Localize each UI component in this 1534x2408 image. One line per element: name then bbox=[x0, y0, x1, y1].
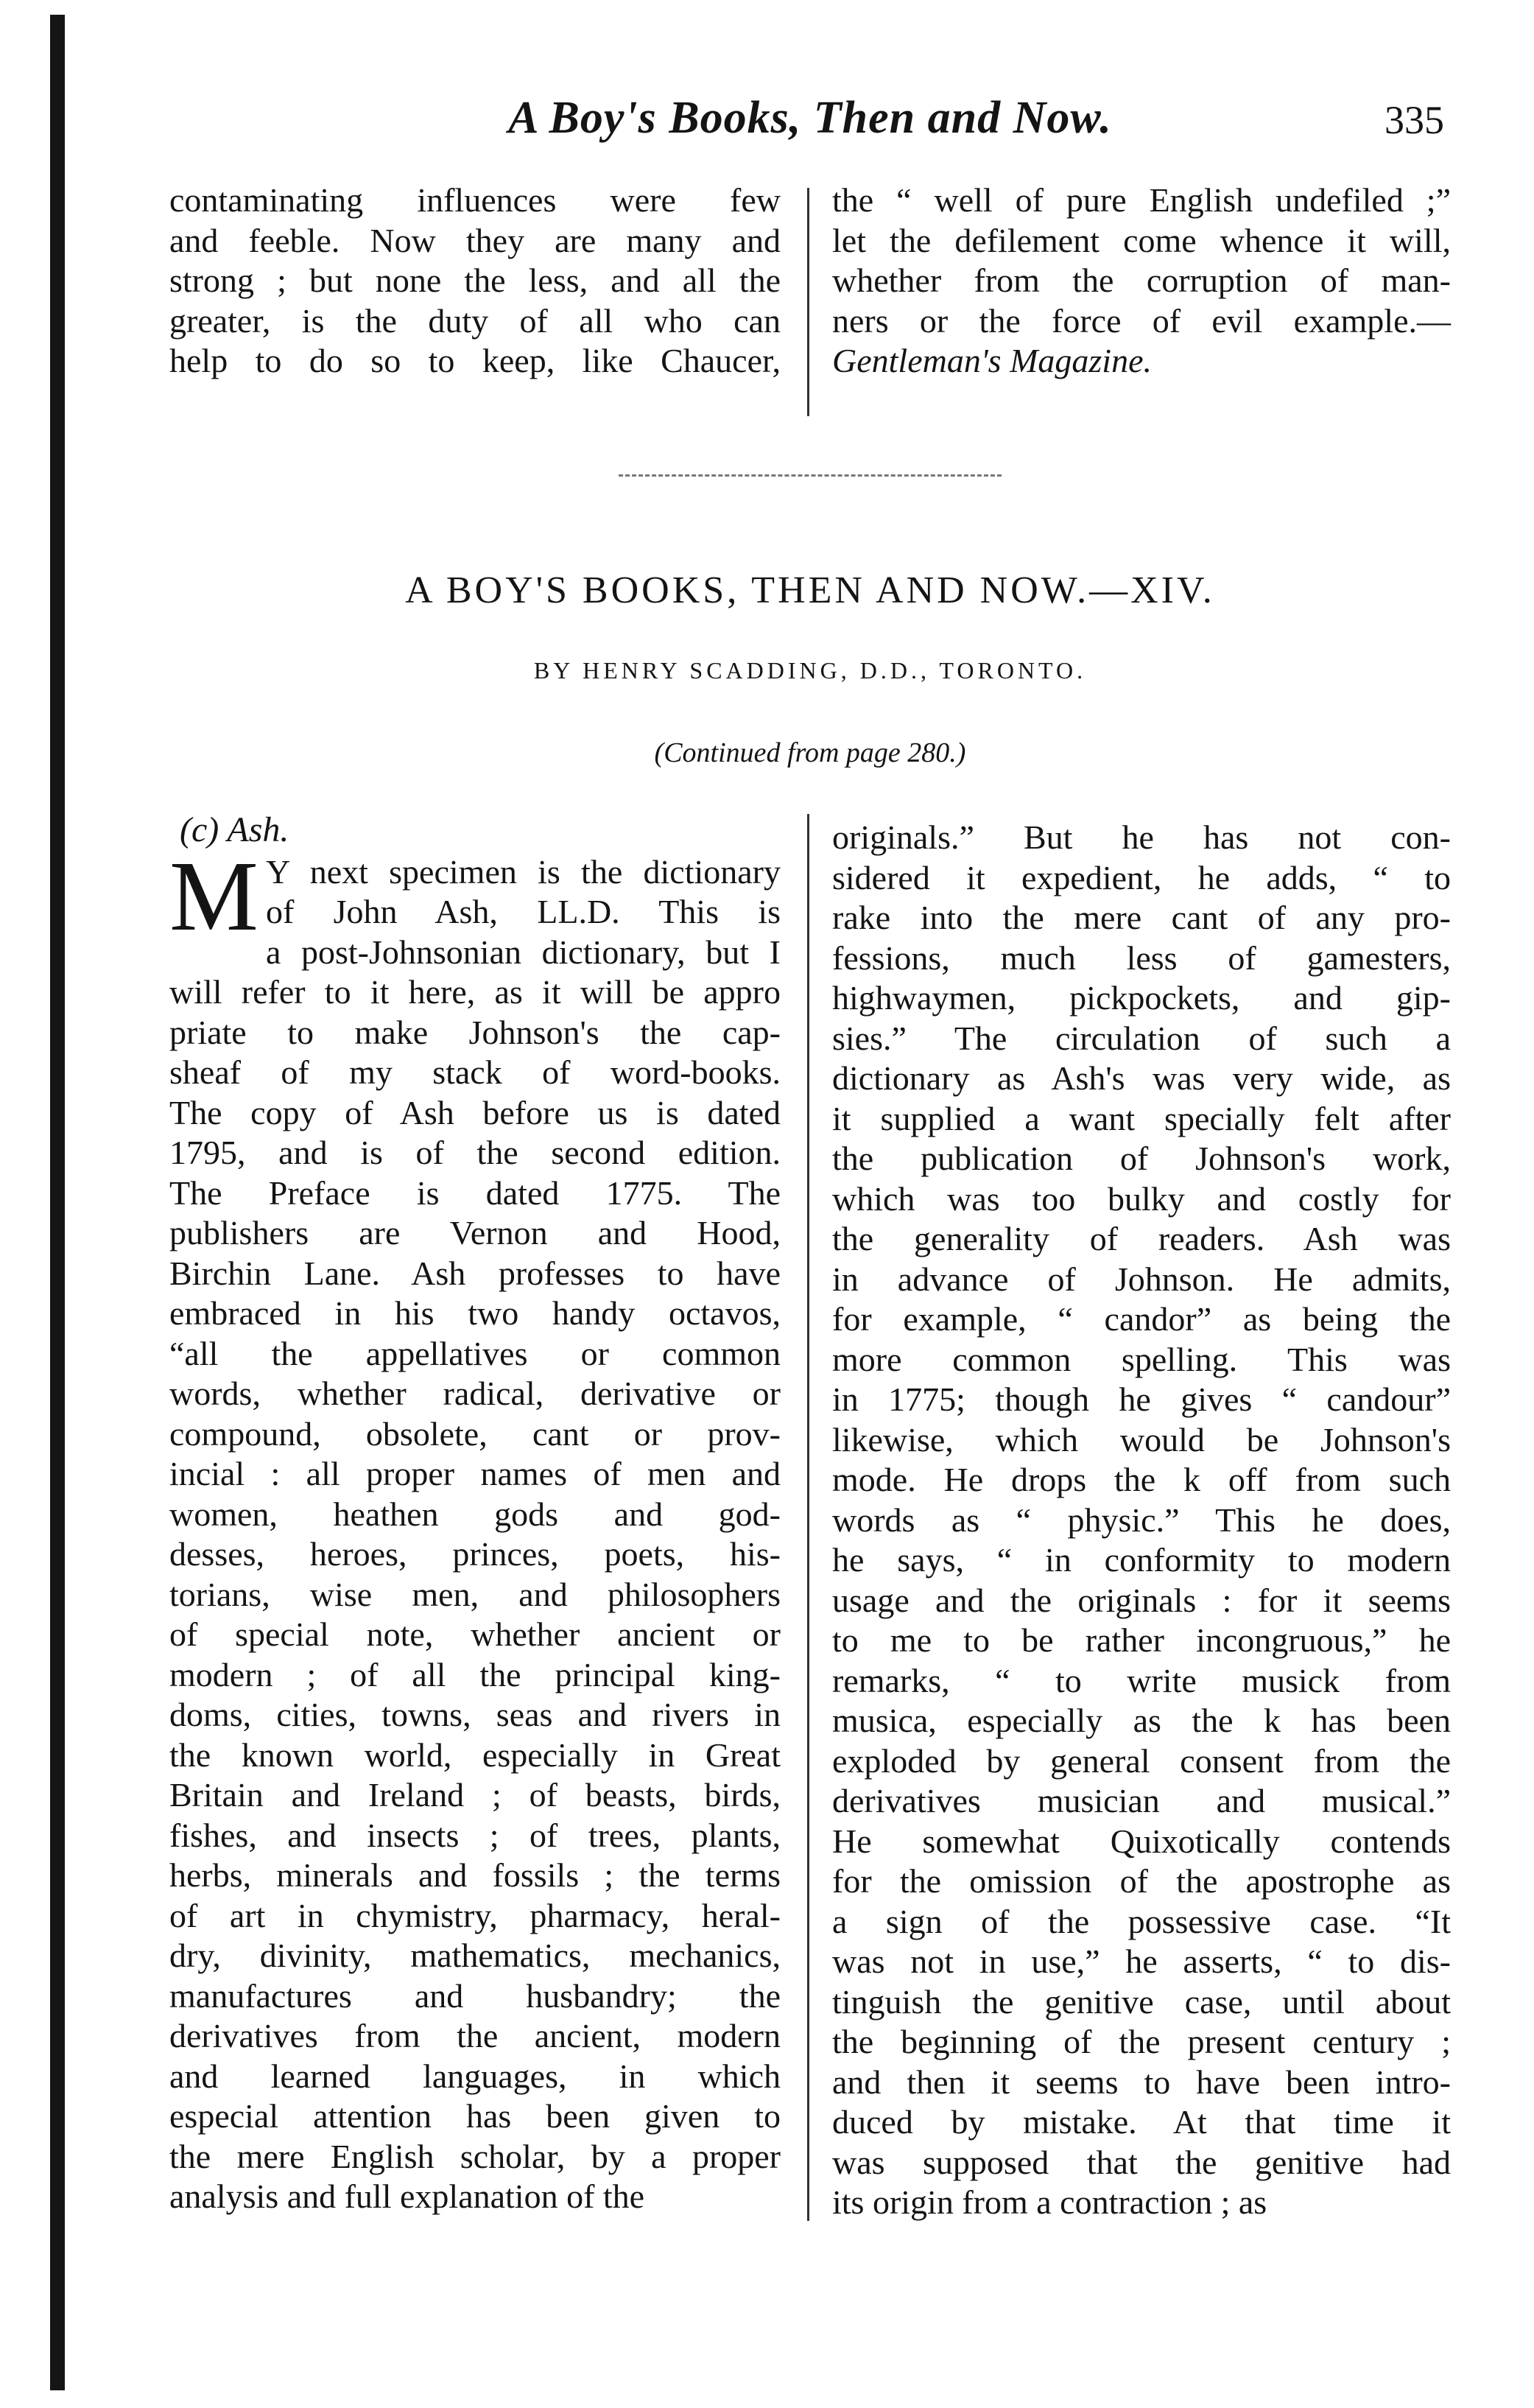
text-line: He somewhat Quixotically contends bbox=[832, 1822, 1451, 1860]
text-line: rake into the mere cant of any pro- bbox=[832, 899, 1451, 936]
text-line: sheaf of my stack of word-books. bbox=[169, 1053, 781, 1091]
text-line: in 1775; though he gives “ candour” bbox=[832, 1380, 1451, 1418]
byline: BY HENRY SCADDING, D.D., TORONTO. bbox=[533, 657, 1087, 684]
text-line: its origin from a contraction ; as bbox=[832, 2183, 1267, 2221]
text-line: modern ; of all the principal king- bbox=[169, 1655, 781, 1693]
text-line: will refer to it here, as it will be appro bbox=[169, 973, 781, 1011]
text-line: Y next specimen is the dictionary bbox=[265, 852, 781, 891]
text-line: in advance of Johnson. He admits, bbox=[832, 1260, 1451, 1298]
text-line: words as “ physic.” This he does, bbox=[832, 1500, 1451, 1539]
text-line: greater, is the duty of all who can bbox=[169, 301, 781, 340]
text-line: manufactures and husbandry; the bbox=[169, 1976, 781, 2015]
section-separator bbox=[619, 474, 1002, 477]
text-line: words, whether radical, derivative or bbox=[169, 1375, 781, 1412]
text-line: 1795, and is of the second edition. bbox=[169, 1134, 781, 1171]
drop-cap: M bbox=[169, 840, 258, 952]
text-line: doms, cities, towns, seas and rivers in bbox=[169, 1696, 781, 1733]
text-line: to me to be rather incongruous,” he bbox=[832, 1621, 1451, 1659]
text-line: duced by mistake. At that time it bbox=[832, 2103, 1451, 2141]
text-line: ners or the force of evil example.— bbox=[832, 301, 1451, 340]
text-line: a sign of the possessive case. “It bbox=[832, 1902, 1451, 1940]
column-divider-top bbox=[807, 188, 809, 416]
text-line: embraced in his two handy octavos, bbox=[169, 1294, 781, 1332]
text-line: torians, wise men, and philosophers bbox=[169, 1575, 781, 1613]
continuation-note: (Continued from page 280.) bbox=[654, 737, 966, 768]
text-line: “all the appellatives or common bbox=[169, 1334, 781, 1372]
text-line: The Preface is dated 1775. The bbox=[169, 1173, 781, 1212]
article-title: A BOY'S BOOKS, THEN AND NOW.—XIV. bbox=[405, 569, 1215, 611]
text-line: originals.” But he has not con- bbox=[832, 818, 1451, 856]
text-line: The copy of Ash before us is dated bbox=[169, 1093, 781, 1131]
text-line: fishes, and insects ; of trees, plants, bbox=[169, 1816, 781, 1854]
text-line: for example, “ candor” as being the bbox=[832, 1300, 1451, 1338]
top-right-column bbox=[832, 180, 1451, 382]
text-line: dry, divinity, mathematics, mechanics, bbox=[169, 1937, 781, 1974]
text-line: Britain and Ireland ; of beasts, birds, bbox=[169, 1776, 781, 1814]
text-line: the mere English scholar, by a proper bbox=[169, 2137, 781, 2175]
main-left-column bbox=[169, 810, 781, 2217]
text-line: of art in chymistry, pharmacy, heral- bbox=[169, 1896, 781, 1934]
text-line: the known world, especially in Great bbox=[169, 1735, 781, 1774]
text-line: it supplied a want specially felt after bbox=[832, 1099, 1451, 1137]
text-line: the generality of readers. Ash was bbox=[832, 1220, 1451, 1257]
column-divider-main bbox=[807, 814, 809, 2221]
text-line: women, heathen gods and god- bbox=[169, 1495, 781, 1533]
text-line: strong ; but none the less, and all the bbox=[169, 261, 781, 299]
text-line: was supposed that the genitive had bbox=[832, 2143, 1451, 2181]
text-line: was not in use,” he asserts, “ to dis- bbox=[832, 1942, 1451, 1980]
text-line: contaminating influences were few bbox=[169, 181, 781, 219]
text-line: he says, “ in conformity to modern bbox=[832, 1541, 1451, 1579]
text-line: compound, obsolete, cant or prov- bbox=[169, 1414, 781, 1453]
text-line: especial attention has been given to bbox=[169, 2097, 781, 2135]
text-line: highwaymen, pickpockets, and gip- bbox=[832, 979, 1451, 1017]
text-line: and then it seems to have been intro- bbox=[832, 2063, 1451, 2101]
text-line: the “ well of pure English undefiled ;” bbox=[832, 181, 1451, 219]
source-citation: Gentleman's Magazine. bbox=[832, 342, 1152, 379]
text-line: desses, heroes, princes, poets, his- bbox=[169, 1535, 781, 1573]
text-line: analysis and full explanation of the bbox=[169, 2177, 645, 2215]
text-line: sidered it expedient, he adds, “ to bbox=[832, 858, 1451, 896]
text-line: let the defilement come whence it will, bbox=[832, 221, 1451, 259]
text-line: and learned languages, in which bbox=[169, 2057, 781, 2095]
text-line: herbs, minerals and fossils ; the terms bbox=[169, 1856, 781, 1894]
text-line: usage and the originals : for it seems bbox=[832, 1581, 1451, 1619]
text-line: Birchin Lane. Ash professes to have bbox=[169, 1254, 781, 1292]
binding-edge bbox=[50, 15, 65, 2390]
text-line: exploded by general consent from the bbox=[832, 1741, 1451, 1780]
text-line: and feeble. Now they are many and bbox=[169, 221, 781, 259]
main-right-column bbox=[832, 818, 1451, 2223]
section-heading: (c) Ash. bbox=[180, 810, 289, 849]
text-line: tinguish the genitive case, until about bbox=[832, 1982, 1451, 2021]
text-line: sies.” The circulation of such a bbox=[832, 1019, 1451, 1057]
text-line: of John Ash, LL.D. This is bbox=[265, 893, 781, 930]
text-line: help to do so to keep, like Chaucer, bbox=[169, 342, 781, 379]
text-line: fessions, much less of gamesters, bbox=[832, 938, 1451, 977]
text-line: mode. He drops the k off from such bbox=[832, 1461, 1451, 1498]
text-line: priate to make Johnson's the cap- bbox=[169, 1013, 781, 1051]
text-line: more common spelling. This was bbox=[832, 1340, 1451, 1378]
text-line: musica, especially as the k has been bbox=[832, 1702, 1451, 1739]
top-left-column bbox=[169, 180, 781, 382]
text-line: of special note, whether ancient or bbox=[169, 1615, 781, 1653]
running-head: A Boy's Books, Then and Now. bbox=[508, 93, 1112, 143]
text-line: derivatives from the ancient, modern bbox=[169, 2017, 781, 2054]
text-line: derivatives musician and musical.” bbox=[832, 1782, 1451, 1819]
text-line: whether from the corruption of man- bbox=[832, 261, 1451, 299]
page-number: 335 bbox=[1385, 98, 1444, 142]
text-line: the beginning of the present century ; bbox=[832, 2023, 1451, 2060]
text-line: the publication of Johnson's work, bbox=[832, 1140, 1451, 1177]
text-line: dictionary as Ash's was very wide, as bbox=[832, 1059, 1451, 1097]
text-line: publishers are Vernon and Hood, bbox=[169, 1214, 781, 1252]
text-line: remarks, “ to write musick from bbox=[832, 1661, 1451, 1699]
text-line: a post-Johnsonian dictionary, but I bbox=[265, 933, 781, 971]
text-line: likewise, which would be Johnson's bbox=[832, 1420, 1451, 1459]
text-line: incial : all proper names of men and bbox=[169, 1455, 781, 1492]
text-line: for the omission of the apostrophe as bbox=[832, 1862, 1451, 1900]
text-line: which was too bulky and costly for bbox=[832, 1179, 1451, 1218]
